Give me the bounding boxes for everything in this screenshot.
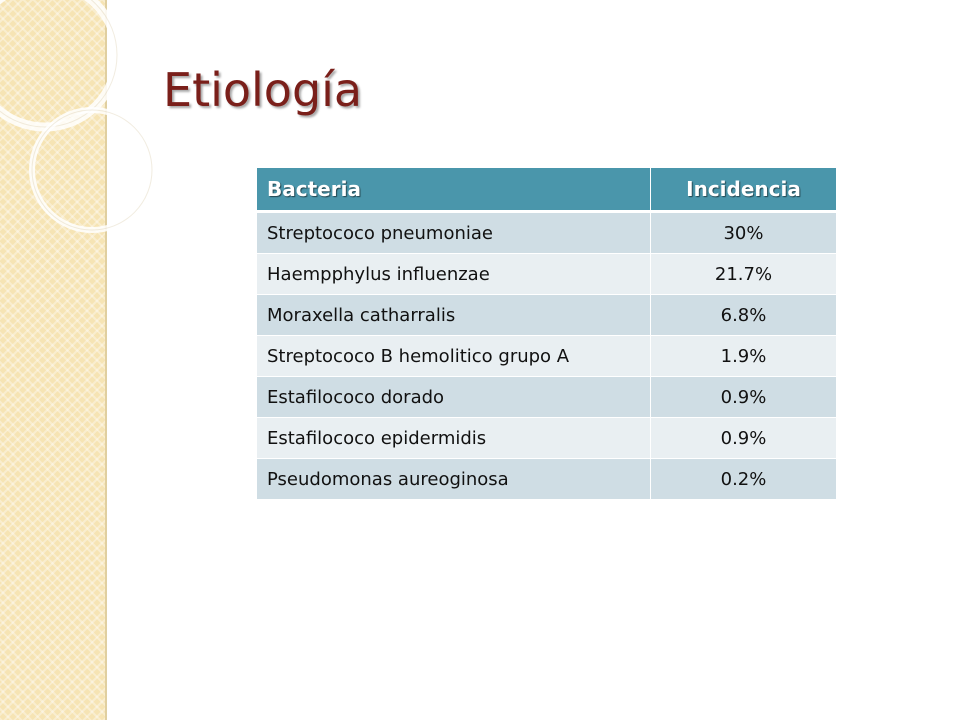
cell-bacteria: Estafilococo epidermidis <box>257 418 651 459</box>
cell-incidencia: 0.9% <box>651 418 837 459</box>
cell-incidencia: 1.9% <box>651 336 837 377</box>
table-row <box>257 336 837 377</box>
cell-bacteria: Haempphylus influenzae <box>257 254 651 295</box>
etiology-table <box>256 167 837 500</box>
table-row <box>257 212 837 254</box>
table-row <box>257 418 837 459</box>
cell-bacteria: Streptococo pneumoniae <box>257 212 651 254</box>
cell-bacteria: Streptococo B hemolitico grupo A <box>257 336 651 377</box>
cell-incidencia: 0.2% <box>651 459 837 500</box>
table-row <box>257 459 837 500</box>
decorative-circles <box>0 0 220 260</box>
cell-bacteria: Moraxella catharralis <box>257 295 651 336</box>
table-row <box>257 295 837 336</box>
cell-incidencia: 30% <box>651 212 837 254</box>
header-bacteria: Bacteria <box>257 168 651 212</box>
cell-incidencia: 0.9% <box>651 377 837 418</box>
cell-incidencia: 6.8% <box>651 295 837 336</box>
table-row <box>257 377 837 418</box>
ring-small <box>32 110 152 230</box>
table-header-row <box>257 168 837 212</box>
table-row <box>257 254 837 295</box>
cell-incidencia: 21.7% <box>651 254 837 295</box>
header-incidencia: Incidencia <box>651 168 837 212</box>
cell-bacteria: Pseudomonas aureoginosa <box>257 459 651 500</box>
slide-title: Etiología <box>163 63 363 117</box>
cell-bacteria: Estafilococo dorado <box>257 377 651 418</box>
